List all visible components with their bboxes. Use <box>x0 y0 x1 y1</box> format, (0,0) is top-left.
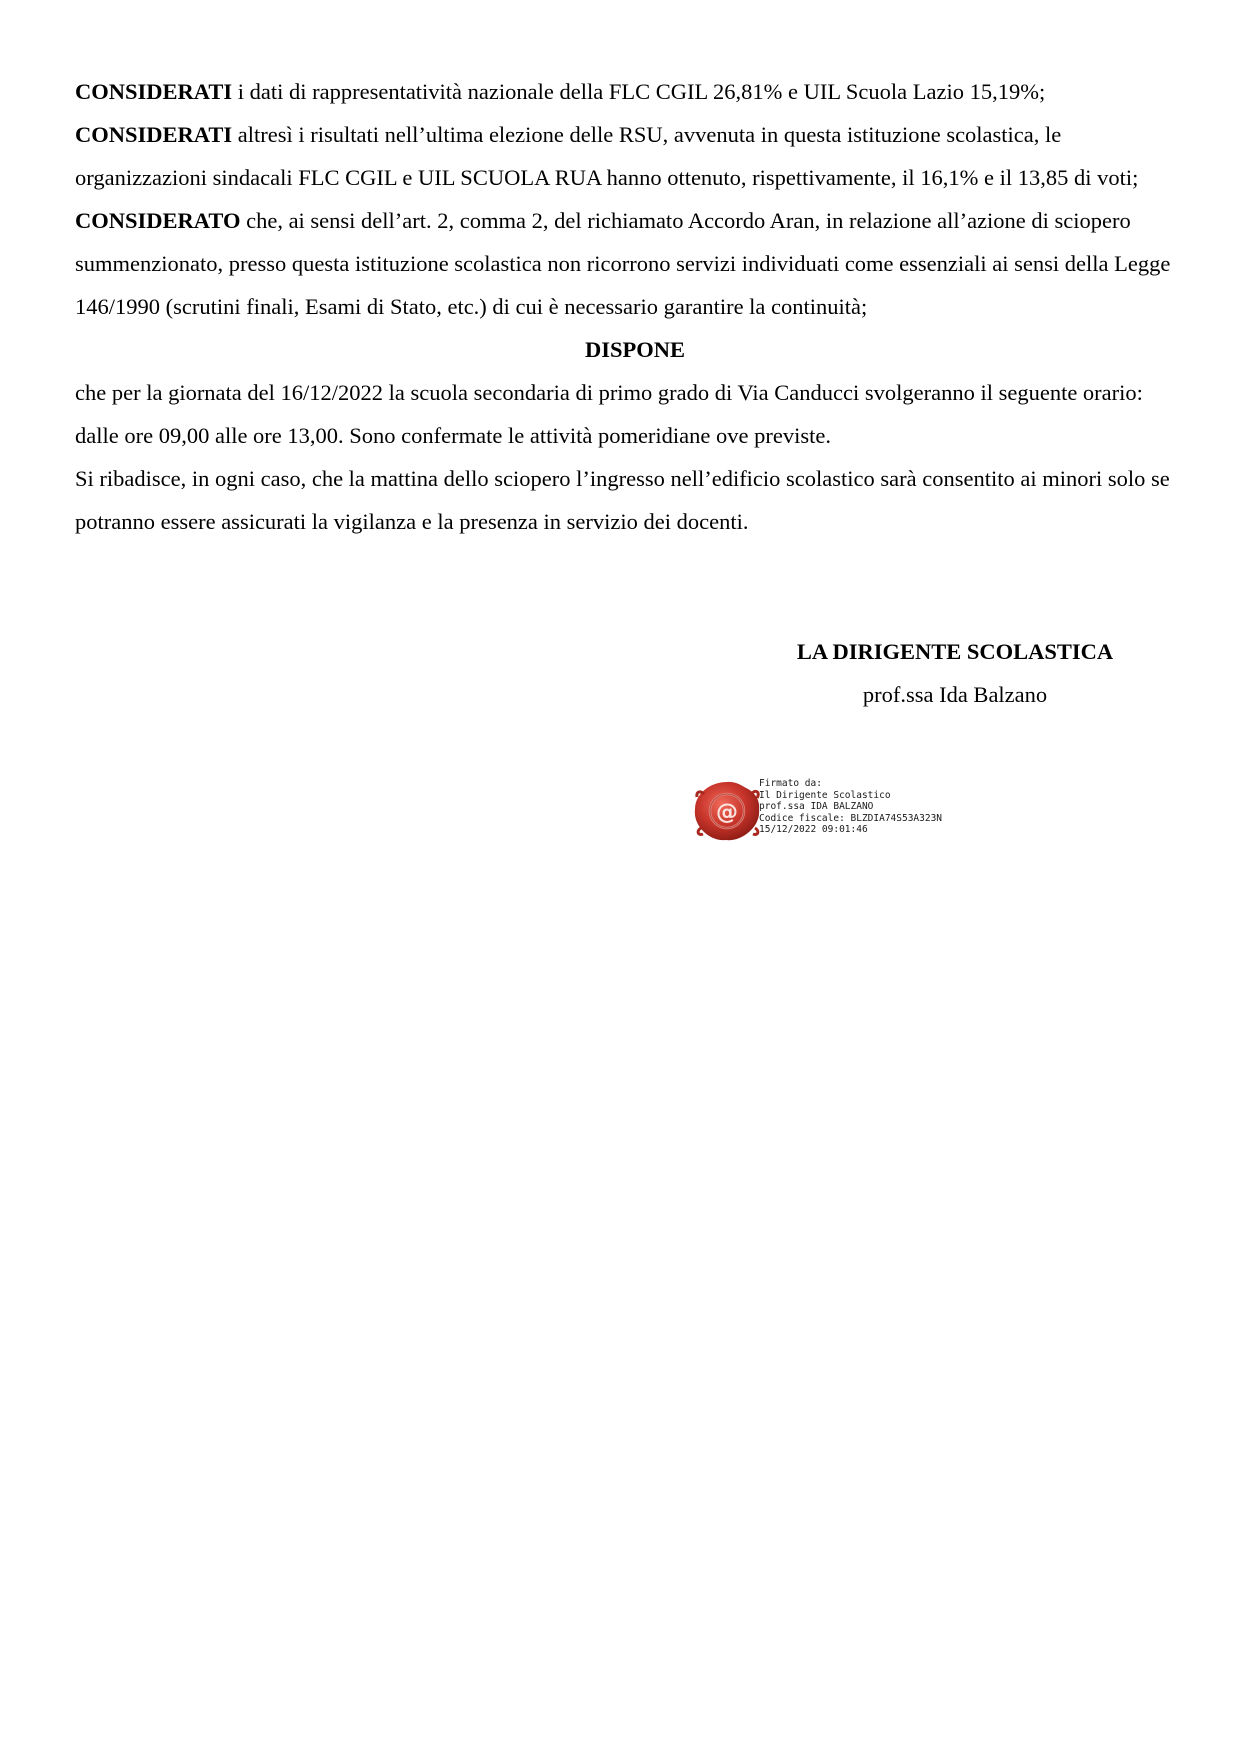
signature-timestamp: 15/12/2022 09:01:46 <box>759 824 868 835</box>
red-wax-seal-at-icon <box>692 780 762 842</box>
considerati-rsu-paragraph <box>75 113 1175 199</box>
digital-signature-text <box>759 778 942 836</box>
orario-disposition: che per la giornata del 16/12/2022 la scuola secondaria di primo grado di Via Canducci svolgeranno il seguente orario: dalle ore 09,00 alle ore 13,00. Sono confermate le attività pomeridiane ove previste. <box>75 380 1143 448</box>
paragraph-text: che, ai sensi dell’art. 2, comma 2, del richiamato Accordo Aran, in relazione all’azione di sciopero summenzionato, presso questa istituzione scolastica non ricorrono servizi individuati come essenziali ai sensi della Legge 146/1990 (scrutini finali, Esami di Stato, etc.) di cui è necessario garantire la continuità; <box>75 208 1171 319</box>
considerati-rappresentativita-paragraph <box>75 70 1175 113</box>
signature-block <box>720 630 1190 716</box>
signature-name: prof.ssa Ida Balzano <box>862 682 1048 707</box>
paragraph-lead: CONSIDERATI <box>75 79 233 104</box>
dispone-heading: DISPONE <box>584 337 686 362</box>
ingresso-disposition: Si ribadisce, in ogni caso, che la mattina dello sciopero l’ingresso nell’edificio scolastico sarà consentito ai minori solo se potranno essere assicurati la vigilanza e la presenza in servizio dei docenti. <box>75 466 1170 534</box>
considerato-servizi-paragraph <box>75 199 1175 328</box>
paragraph-text: altresì i risultati nell’ultima elezione delle RSU, avvenuta in questa istituzione scolastica, le organizzazioni sindacali FLC CGIL e UIL SCUOLA RUA hanno ottenuto, rispettivamente, il 16,1% e il 13,85 di voti; <box>75 122 1139 190</box>
signer-role: Il Dirigente Scolastico <box>759 789 891 801</box>
svg-text:@: @ <box>716 800 738 825</box>
digital-signature-stamp <box>692 778 992 844</box>
paragraph-lead: CONSIDERATO <box>75 208 241 233</box>
signer-name: prof.ssa IDA BALZANO <box>759 801 874 812</box>
signed-by-label: Firmato da: <box>759 778 822 789</box>
paragraph-text: i dati di rappresentatività nazionale della FLC CGIL 26,81% e UIL Scuola Lazio 15,19%; <box>232 79 1046 104</box>
signer-tax-code: Codice fiscale: BLZDIA74S53A323N <box>759 812 943 824</box>
document-body <box>75 70 1175 543</box>
paragraph-lead: CONSIDERATI <box>75 122 233 147</box>
signature-title: LA DIRIGENTE SCOLASTICA <box>796 639 1114 664</box>
